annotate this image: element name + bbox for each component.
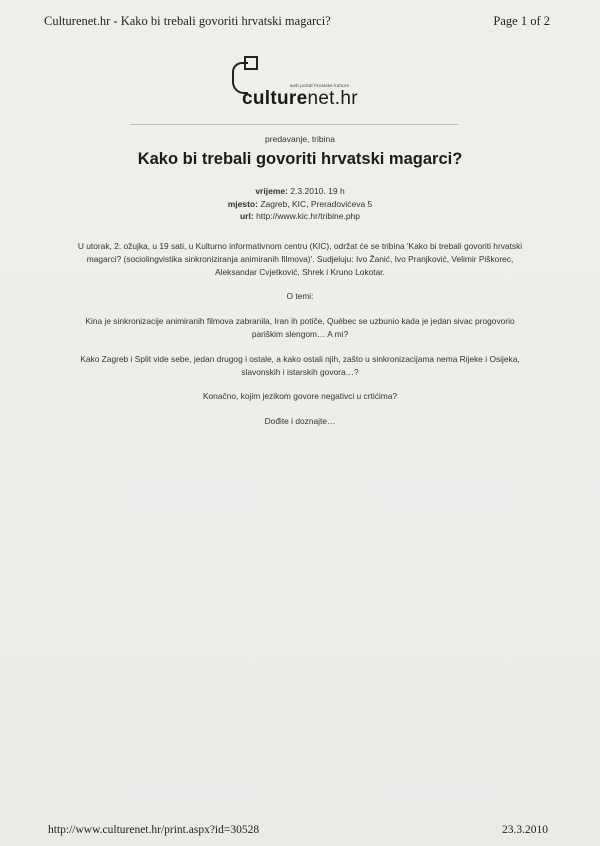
header-divider	[130, 124, 458, 125]
meta-time-row	[0, 185, 600, 198]
article-title: Kako bi trebali govoriti hrvatski magarci?	[137, 150, 463, 168]
meta-time-value: 2.3.2010. 19 h	[290, 186, 345, 196]
paragraph-intro: U utorak, 2. ožujka, u 19 sati, u Kulturno informativnom centru (KIC), održat će se tribina 'Kako bi trebali govoriti hrvatski magarci? (sociolingvistika sinkroniziranja animiranih filmova)'. Sudjeluju: Ivo Žanić, Ivo Pranjković, Velimir Piškorec, Aleksandar Cvjetković, Shrek i Kruno Lokotar.	[77, 241, 523, 277]
logo-wordmark	[242, 88, 358, 110]
print-header-page-indicator: Page 1 of 2	[493, 14, 550, 28]
meta-place-label: mjesto:	[227, 198, 258, 209]
logo-tagline: web portal hrvatske kulture	[290, 83, 350, 88]
paragraph-closing: Dođite i doznajte…	[264, 416, 336, 427]
logo-word-bold: culture	[242, 88, 308, 109]
article-body	[70, 240, 530, 440]
print-footer-date: 23.3.2010	[502, 824, 548, 836]
logo-word-light: net.hr	[307, 88, 358, 109]
paragraph-topic-2: Kako Zagreb i Split vide sebe, jedan drugog i ostale, a kako ostali njih, zašto u sinkronizacijama nema Rijeke i Osijeka, slavonskih i istarskih govora…?	[80, 353, 520, 377]
meta-time-label: vrijeme:	[255, 186, 288, 196]
meta-place-value: Zagreb, KIC, Preradovićeva 5	[260, 198, 373, 209]
meta-place-row	[0, 198, 600, 211]
article-category: predavanje, tribina	[265, 134, 335, 144]
culturenet-logo	[228, 56, 388, 112]
paragraph-topic-heading: O temi:	[286, 291, 314, 302]
paragraph-topic-3: Konačno, kojim jezikom govore negativci u crtićima?	[202, 391, 398, 402]
meta-url-value[interactable]: http://www.kic.hr/tribine.php	[256, 211, 360, 221]
paragraph-topic-1: Kina je sinkronizacije animiranih filmova zabranila, Iran ih potiče, Québec se uzbunio kada je jedan sivac progovorio pariškim slengom… A mi?	[85, 316, 515, 339]
print-footer-url: http://www.culturenet.hr/print.aspx?id=30528	[48, 824, 260, 836]
meta-url-row	[0, 210, 600, 223]
print-header-title: Culturenet.hr - Kako bi trebali govoriti hrvatski magarci?	[44, 14, 331, 28]
event-meta	[0, 185, 600, 223]
meta-url-label: url:	[239, 211, 254, 221]
